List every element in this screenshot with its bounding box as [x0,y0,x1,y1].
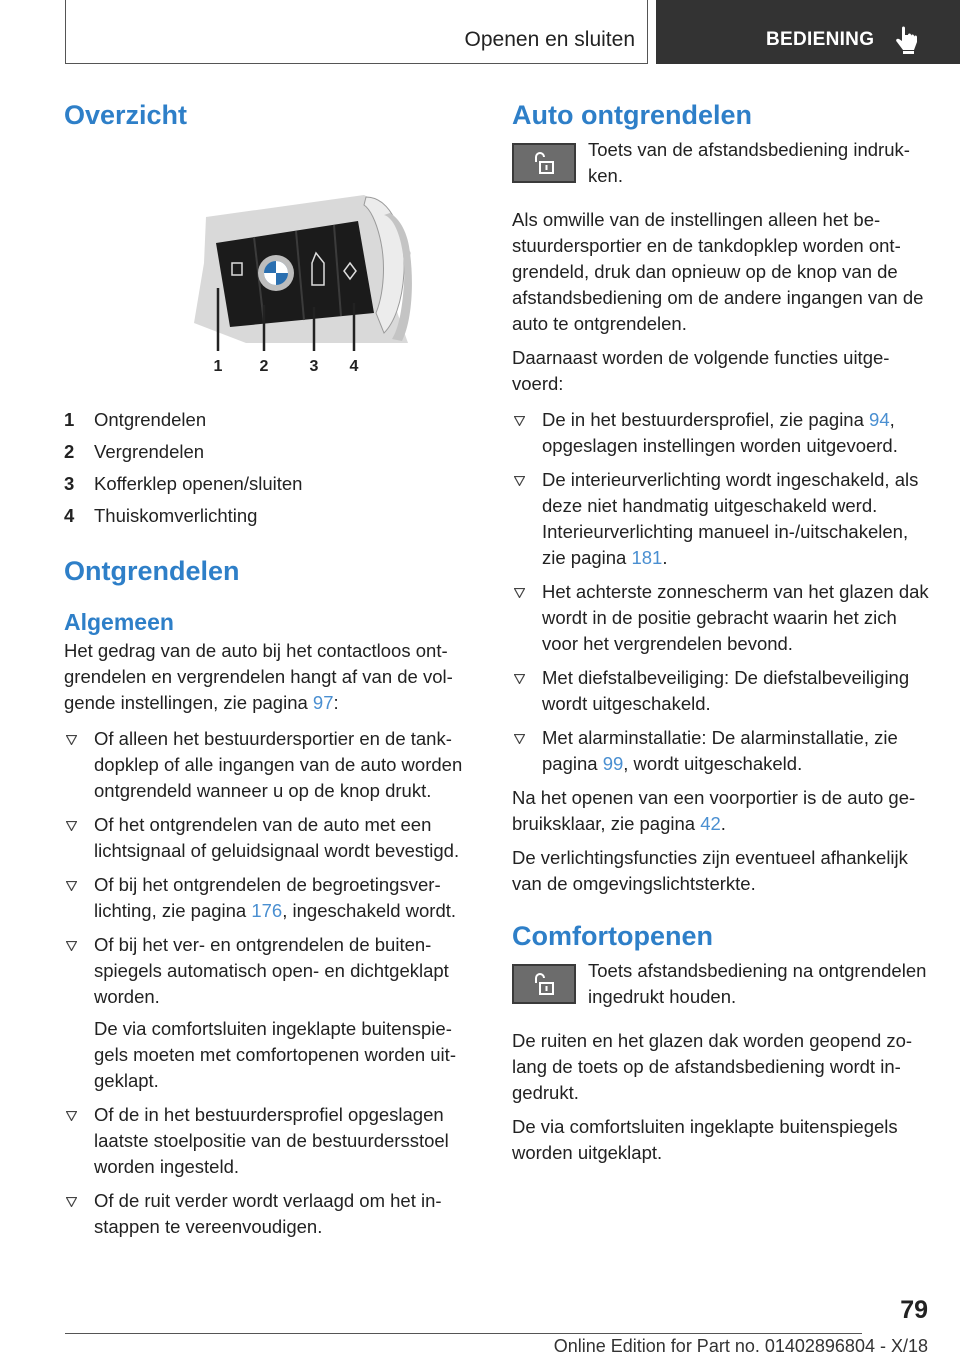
header-chapter-box [65,0,648,64]
page-link[interactable]: 97 [312,692,334,713]
fob-label-2: 2 [259,358,269,373]
list-item: Met diefstalbeveiliging: De diefstalbeveiliging wordt uitgeschakeld. [512,665,930,717]
paragraph: De via comfortsluiten ingeklapte buitenspiegels worden uitgeklapt. [512,1116,898,1163]
header-section-box [656,0,960,64]
unlock-button-icon [512,964,576,1004]
list-item: Of het ontgrendelen van de auto met een lichtsignaal of geluidsignaal wordt bevestigd. [64,812,476,864]
pointing-hand-icon [894,26,920,54]
list-item: Het achterste zonnescherm van het glazen dak wordt in de positie gebracht waarin het zich voor het vergrendelen bevond. [512,579,930,657]
triangle-bullet-icon [66,1197,77,1207]
unlock-heading: Ontgrendelen [64,556,240,586]
triangle-bullet-icon [66,881,77,891]
list-item: De in het bestuurdersprofiel, zie pagina 94, opgeslagen instellingen worden uitgevoerd. [512,407,930,459]
list-item: Of bij het ver- en ontgrendelen de buitenspiegels automatisch open- en dichtgeklapt worden. De via comfortsluiten ingeklapte buitenspiegels moeten met comfortopenen worden uitgeklapt. [64,932,476,1094]
edition-text: Online Edition for Part no. 01402896804 - X/18 [553,1336,928,1356]
right-column [512,100,930,1166]
triangle-bullet-icon [514,734,525,744]
fob-label-3: 3 [309,358,319,373]
legend-item: 4 Thuiskomverlichting [64,505,258,526]
fob-label-1: 1 [213,358,223,373]
general-heading: Algemeen [64,609,174,635]
intro-paragraph: Het gedrag van de auto bij het contactloos ontgrendelen en vergrendelen hangt af van de volgende instellingen, zie pagina 97: [64,640,453,713]
list-item: Met alarminstallatie: De alarminstallatie, zie pagina 99, wordt uitgeschakeld. [512,725,930,777]
comfort-heading: Comfortopenen [512,921,713,951]
triangle-bullet-icon [514,588,525,598]
list-item: Of de in het bestuurdersprofiel opgeslagen laatste stoelpositie van de bestuurdersstoel worden ingesteld. [64,1102,476,1180]
unlock-key-text: Toets van de afstandsbediening indrukken. [588,139,910,186]
paragraph: De ruiten en het glazen dak worden geopend zolang de toets op de afstandsbediening wordt ingedrukt. [512,1030,913,1103]
triangle-bullet-icon [514,476,525,486]
paragraph: Daarnaast worden de volgende functies uitgevoerd: [512,347,890,394]
car-unlock-heading: Auto ontgrendelen [512,100,752,130]
chapter-title: Openen en sluiten [464,28,635,51]
comfort-key-row [512,958,930,1010]
page-link[interactable]: 176 [251,900,283,921]
page-link[interactable]: 94 [869,409,890,430]
section-title: BEDIENING [766,29,875,50]
unlock-button-icon [512,143,576,183]
page-link[interactable]: 181 [631,547,663,568]
legend-item: 2 Vergrendelen [64,441,205,462]
settings-list [64,726,476,1240]
triangle-bullet-icon [66,1111,77,1121]
list-item: De interieurverlichting wordt ingeschakeld, als deze niet handmatig uitgeschakeld werd. Interieurverlichting manueel in-/uitschakelen, zie pagina 181. [512,467,930,571]
paragraph: Als omwille van de instellingen alleen het bestuurdersportier en de tankdopklep worden ontgrendeld, druk dan opnieuw op de knop van de afstandsbediening om de andere ingangen van de auto te ontgrendelen. [512,209,924,334]
footer-divider [65,1333,862,1334]
functions-list [512,407,930,777]
legend-item: 1 Ontgrendelen [64,409,207,430]
page-number: 79 [900,1296,928,1324]
legend-list [64,404,476,532]
triangle-bullet-icon [66,821,77,831]
key-fob-illustration [136,193,442,373]
overview-heading: Overzicht [64,100,188,130]
triangle-bullet-icon [66,735,77,745]
triangle-bullet-icon [514,416,525,426]
page-link[interactable]: 42 [700,813,721,834]
page-link[interactable]: 99 [602,753,624,774]
paragraph: Na het openen van een voorportier is de auto gebruiksklaar, zie pagina 42. [512,787,916,834]
list-item: Of bij het ontgrendelen de begroetingsverlichting, zie pagina 176, ingeschakeld wordt. [64,872,476,924]
left-column [64,100,476,1248]
fob-label-4: 4 [349,358,359,373]
triangle-bullet-icon [66,941,77,951]
comfort-key-text: Toets afstandsbediening na ontgrendelen ingedrukt houden. [588,960,927,1007]
list-item: Of de ruit verder wordt verlaagd om het instappen te vereenvoudigen. [64,1188,476,1240]
unlock-key-row [512,137,930,189]
paragraph: De verlichtingsfuncties zijn eventueel afhankelijk van de omgevingslichtsterkte. [512,847,908,894]
triangle-bullet-icon [514,674,525,684]
legend-item: 3 Kofferklep openen/sluiten [64,473,303,494]
list-item: Of alleen het bestuurdersportier en de tankdopklep of alle ingangen van de auto worden ontgrendeld wanneer u op de knop drukt. [64,726,476,804]
